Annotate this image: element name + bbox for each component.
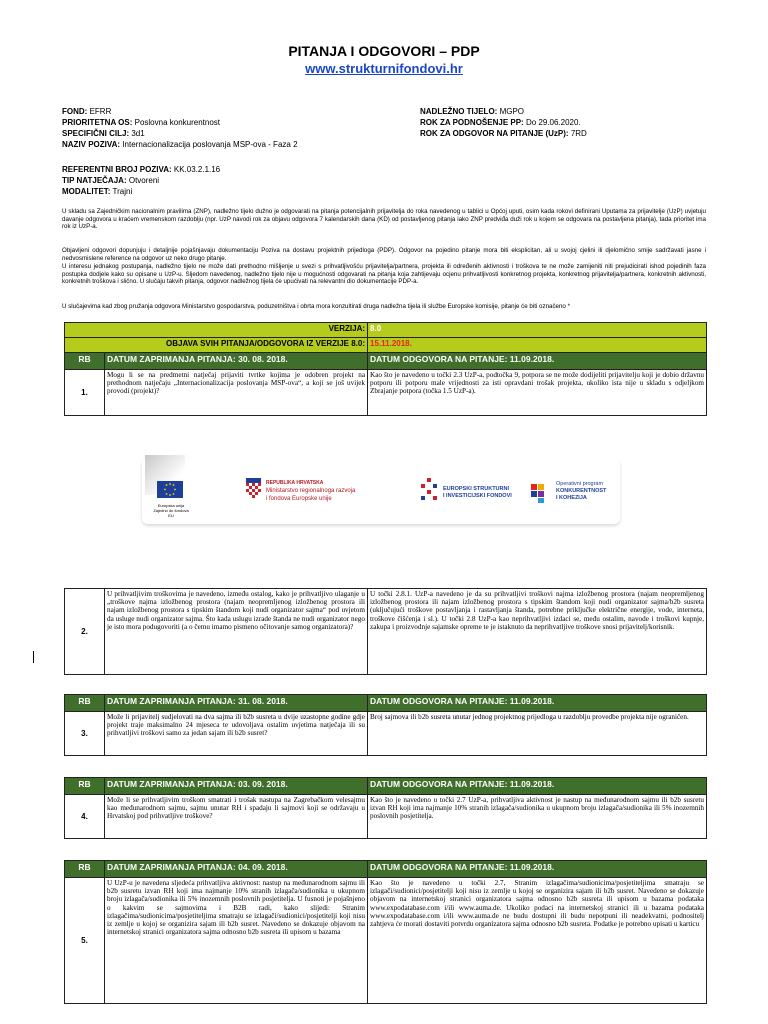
intro-paragraph-4: U slučajevima kad zbog pružanja odgovora Ministarstvo gospodarstva, poduzetništva i obrta mora konzultirati druga nadležna tijela ili službe Europske komisije, pitanje će biti označeno * — [62, 303, 570, 310]
answer-cell: Kao što je navedeno u točki 2.7 UzP-a, prihvatljiva aktivnost je nastup na međunarodnom sajmu ili b2b susretu izvan RH koji ima najmanje 10% stranih izlagača/sudionika u ukupnom broju izlagača/sudionika ili 5% inozemnih poslovnih posjetitelja. — [368, 795, 707, 839]
received-date-header: DATUM ZAPRIMANJA PITANJA: 04. 09. 2018. — [105, 861, 368, 878]
fond-label: FOND: — [62, 107, 88, 116]
table-row — [65, 712, 707, 756]
table-row — [65, 878, 707, 1004]
version-label: VERZIJA: — [65, 323, 368, 338]
answer-cell: Broj sajmova ili b2b susreta unutar jednog projektnog prijedloga u razdoblju provedbe projekta nije ograničen. — [368, 712, 707, 756]
ministry-name-1: Ministarstvo regionalnoga razvoja — [266, 488, 356, 494]
ministry-logo-text — [266, 479, 355, 503]
publish-value: 15.11.2018. — [368, 338, 707, 353]
op-line-3: I KOHEZIJA — [556, 495, 587, 501]
version-row — [65, 323, 707, 338]
deadline-uzp-label: ROK ZA ODGOVOR NA PITANJE (UzP): — [420, 129, 569, 138]
answer-date-header: DATUM ODGOVORA NA PITANJE: 11.09.2018. — [368, 778, 707, 795]
table-row — [65, 370, 707, 416]
row-number: 2. — [65, 589, 105, 675]
answer-date-header: DATUM ODGOVORA NA PITANJE: 11.09.2018. — [368, 353, 707, 370]
op-line-2: KONKURENTNOST — [556, 488, 607, 494]
esi-funds-icon — [415, 476, 443, 504]
table-header-row — [65, 695, 707, 712]
call-info-reference — [62, 164, 220, 197]
table-header-row — [65, 778, 707, 795]
text-cursor — [33, 651, 34, 663]
row-number: 5. — [65, 878, 105, 1004]
question-cell: U UzP-u je navedena sljedeća prihvatljiva aktivnost: nastup na međunarodnom sajmu ili b2b susretu izvan RH koji ima najmanje 10% stranih izlagača/sudionika u ukupnom broju izlagača/sudionika ili 5% inozemnih poslovnih posjetitelja. U fusnoti je pojašnjeno o kakvim se sajmovima i B2B radi, kako slijedi: Stranim izlagačima/sudionicima/posjetiteljima smatraju se izlagači/sudionici/posjetitelji koji nisu iz zemlje u kojoj se organizira sajam ili b2b susret. Navedeno se dokazuje objavom na internetskoj stranici organizatora sajma odnosno b2b susreta ili upisom u bazama — [105, 878, 368, 1004]
answer-cell: U točki 2.8.1. UzP-a navedeno je da su prihvatljivi troškovi najma izložbenog prostora (najam neopremljenog izložbenog prostora ili najam izložbenog prostora s tipskim štandom koji nudi organizator sajma/b2b susreta (uključujući troškove postavljanja i rastavljanja štanda, potrebne priključke električne energije, vode, interneta, troškove čišćenja i sl.). U točki 2.8 UzP-a kao neprihvatljivi izdaci se, među ostalim, navode i troškovi kupnje, zakupa i proizvodnje sajamske opreme te je istaknuto da neprihvatljive troškove snosi prijavitelj/korisnik. — [368, 589, 707, 675]
table-row — [65, 795, 707, 839]
question-cell: U prihvatljivim troškovima je navedeno, između ostalog, kako je prihvatljivo ulaganje u „troškove najma izložbenog prostora (najam neopremljenog izložbenog prostora ili najam izložbenog prostora s tipskim štandom koji nudi organizator sajma“ pod uvjetom da usluge nudi organizator sajma. Što kada uslugu izrade štanda ne nudi organizator nego je isto mora podugovoriti (a o čemu imamo pismeno očitovanje samog organizatora)? — [105, 589, 368, 675]
question-cell: Može li se prihvatljivim troškom smatrati i trošak nastupa na Zagrebačkom velesajmu kao međunarodnom sajmu, sajmu unutar RH i spadaju li sajmovi koji se održavaju u Hrvatskoj pod prihvatljive troškove? — [105, 795, 368, 839]
row-number: 3. — [65, 712, 105, 756]
call-name-label: NAZIV POZIVA: — [62, 140, 121, 149]
answer-date-header: DATUM ODGOVORA NA PITANJE: 11.09.2018. — [368, 695, 707, 712]
answer-date-header: DATUM ODGOVORA NA PITANJE: 11.09.2018. — [368, 861, 707, 878]
eu-logo-text: Europska unija Zajedno do fondova EU — [153, 503, 189, 518]
received-date-header: DATUM ZAPRIMANJA PITANJA: 30. 08. 2018. — [105, 353, 368, 370]
fond-value: EFRR — [89, 107, 112, 116]
publish-row — [65, 338, 707, 353]
rb-header: RB — [65, 353, 105, 370]
deadline-pp-value: Do 29.06.2020. — [525, 118, 581, 127]
rb-header: RB — [65, 778, 105, 795]
deadline-pp-label: ROK ZA PODNOŠENJE PP: — [420, 118, 524, 127]
row-number: 1. — [65, 370, 105, 416]
esi-line-1: EUROPSKI STRUKTURNI — [443, 486, 510, 492]
ministry-country: REPUBLIKA HRVATSKA — [266, 480, 324, 486]
op-line-1: Operativni program — [556, 481, 604, 487]
objective-label: SPECIFIČNI CILJ: — [62, 129, 130, 138]
intro-paragraph-1: U skladu sa Zajedničkim nacionalnim pravilima (ZNP), nadležno tijelo dužno je odgovarati na pitanja potencijalnih prijavitelja do roka navedenog u tablici u Općoj uputi, osim kada rokovi definirani Uputama za prijavitelje (UzP) uvjetuju davanje odgovora u kraćem vremenskom razdoblju (npr. UzP navodi rok za objavu odgovora 7 kalendarskih dana (KD) od postavljenog pitanja iako ZNP predviđa duži rok u kojem se odgovara na postavljena pitanja), tada prioritet ima rok iz UzP-a. — [62, 208, 706, 231]
modality-value: Trajni — [112, 187, 133, 196]
received-date-header: DATUM ZAPRIMANJA PITANJA: 31. 08. 2018. — [105, 695, 368, 712]
publish-label: OBJAVA SVIH PITANJA/ODGOVORA IZ VERZIJE 8.0: — [65, 338, 368, 353]
reference-value: KK.03.2.1.16 — [173, 165, 221, 174]
qa-table-2 — [64, 588, 707, 675]
row-number: 4. — [65, 795, 105, 839]
rb-header: RB — [65, 861, 105, 878]
website-link[interactable]: www.strukturnifondovi.hr — [305, 61, 463, 76]
intro-paragraph-2: Objavljeni odgovori dopunjuju i detaljnije pojašnjavaju dokumentaciju Poziva na dostavu projektnih prijedloga (PDP). Odgovor na pojedino pitanje mora biti eksplicitan, ali u svojoj cjelini ili djelomično smije sadržavati jasne i nedvosmislene reference na odgovor uz neko drugo pitanje. — [62, 247, 706, 262]
answer-cell: Kao što je navedeno u točki 2.7, Stranim izlagačima/sudionicima/posjetiteljima smatraju se izlagači/sudionici/posjetitelji koji nisu iz zemlje u kojoj se organizira sajam ili b2b susret. Navedeno se dokazuje objavom na internetskoj stranici organizatora sajma odnosno b2b susreta ili upisom u bazama podataka www.expodatabase.com i/ili www.auma.de. Ukoliko podaci na internetskoj stranici ili u bazama podataka www.expodatabase.com i/ili www.auma.de ne budu dostupni ili budu nepotpuni ili neadekvatni, podnositelj zahtjeva će morati dostaviti potvrdu organizatora sajma odnosno b2b susreta. Podatke je potrebno upisati u karticu — [368, 878, 707, 1004]
authority-label: NADLEŽNO TIJELO: — [420, 107, 498, 116]
question-cell: Mogu li se na predmetni natječaj prijaviti tvrtke kojima je odobren projekt na prethodnom natječaju „Internacionalizacija poslovanja MSP-ova“, a koji se još uvijek provodi (projekt)? — [105, 370, 368, 416]
authority-value: MGPO — [499, 107, 525, 116]
croatia-coat-of-arms-icon — [246, 478, 261, 502]
call-type-label: TIP NATJEČAJA: — [62, 176, 127, 185]
qa-table-5 — [64, 860, 707, 1004]
table-header-row — [65, 353, 707, 370]
table-header-row — [65, 861, 707, 878]
intro-paragraph-3: U interesu jednakog postupanja, nadležno tijelo ne može dati prethodno mišljenje u svezi s prihvatljivošću prijavitelja/partnera, projekta ili određenih aktivnosti i troškova te ne može zamijeniti niti prejudicirati ishod pojedinih faza postupka dodjele kako su opisane u UzP-u. Sljedom navedenog, nadležno tijelo nije u mogućnosti odgovarati na pitanja koja zahtijevaju ocjenu prihvatljivosti konkretnog projekta, konkretnog prijavitelja/partnera, konkretnih aktivnosti, konkretnih troškova i slično. U slučaju takvih pitanja, odgovor nadležnog tijela će upućivati na relevantni dio dokumentacije PDP-a. — [62, 263, 706, 286]
eu-flag-icon — [157, 481, 183, 498]
operational-programme-icon — [529, 482, 551, 504]
qa-table-4 — [64, 777, 707, 839]
esi-line-2: I INVESTICIJSKI FONDOVI — [443, 493, 512, 499]
qa-table-1 — [64, 322, 707, 416]
answer-cell: Kao što je navedeno u točki 2.3 UzP-a, podtočka 9, potpora se ne može dodijeliti prijavitelju koji je dobio državnu potporu ili potporu male vrijednosti za isti opravdani trošak projekta, ukoliko ista nije u skladu s odjeljkom Zbrajanje potpora (točka 1.5 UzP-a). — [368, 370, 707, 416]
page-title: PITANJA I ODGOVORI – PDP — [288, 43, 480, 59]
operational-programme-text — [556, 481, 606, 502]
priority-value: Poslovna konkurentnost — [134, 118, 220, 127]
question-cell: Može li prijavitelj sudjelovati na dva sajma ili b2b susreta u dvije uzastopne godine gdje projekt traje maksimalno 24 mjeseca te udovoljava ostalim uvjetima natječaja ili su prihvatljivi troškovi samo za jedan sajam ili b2b susret? — [105, 712, 368, 756]
objective-value: 3d1 — [131, 129, 145, 138]
deadline-uzp-value: 7RD — [570, 129, 587, 138]
call-name-value: Internacionalizacija poslovanja MSP-ova - Faza 2 — [122, 140, 298, 149]
call-info-left — [62, 106, 298, 150]
rb-header: RB — [65, 695, 105, 712]
received-date-header: DATUM ZAPRIMANJA PITANJA: 03. 09. 2018. — [105, 778, 368, 795]
modality-label: MODALITET: — [62, 187, 111, 196]
table-row — [65, 589, 707, 675]
reference-label: REFERENTNI BROJ POZIVA: — [62, 165, 172, 174]
esi-funds-text — [443, 486, 512, 500]
call-type-value: Otvoreni — [128, 176, 160, 185]
version-value: 8.0 — [368, 323, 707, 338]
call-info-right — [420, 106, 587, 139]
qa-table-3 — [64, 694, 707, 756]
priority-label: PRIORITETNA OS: — [62, 118, 133, 127]
ministry-name-2: i fondova Europske unije — [266, 496, 332, 502]
